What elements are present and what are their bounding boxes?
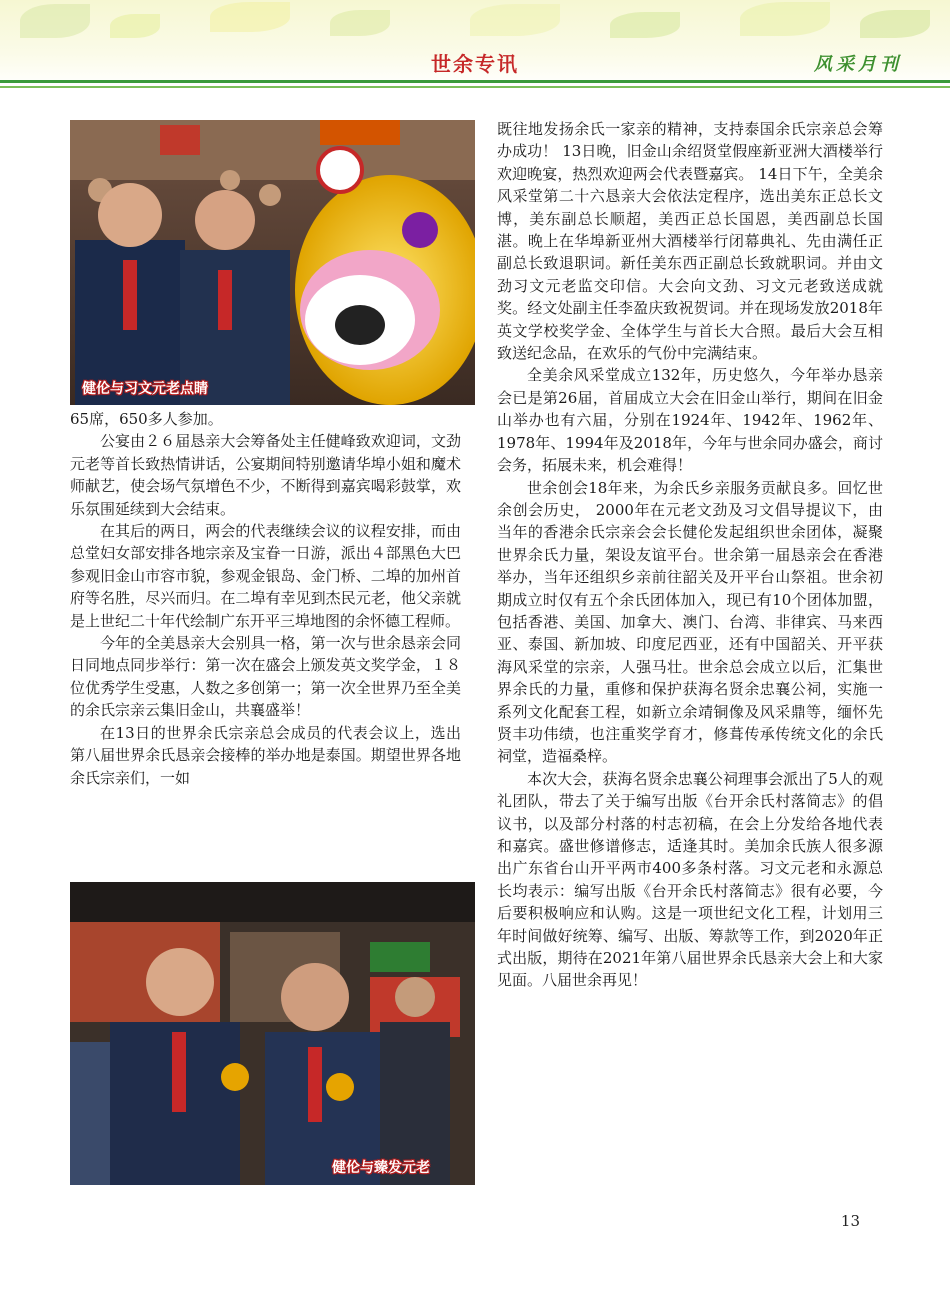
- paragraph: 既往地发扬余氏一家亲的精神，支持泰国余氏宗亲总会筹办成功！ 13日晚，旧金山余绍贤堂假座新亚洲大酒楼举行欢迎晚宴，热烈欢迎两会代表暨嘉宾。 14日下午，全美余风采堂第二十六恳亲大会依法定程序，选出美东正总长文博，美东副总长顺超，美西正总长国恩，美西副总长国湛。晚上在华埠新亚州大酒楼举行闭幕典礼、先由满任正副总长致退职词。新任美东西正副总长致就职词。并由文劲习文元老监交印信。大会向文劲、习文元老致送成就奖。经文处副主任李盈庆致祝贺词。并在现场发放2018年英文学校奖学金、全体学生与首长大合照。最后大会互相致送纪念品，在欢乐的气份中完满结束。: [497, 120, 883, 363]
- paragraph: 本次大会，获海名贤余忠襄公祠理事会派出了5人的观礼团队，带去了关于编写出版《台开余氏村落简志》的倡议书，以及部分村落的村志初稿，在会上分发给各地代表和嘉宾。盛世修谱修志，适逢其时。美加余氏族人很多源出广东省台山开平两市400多条村落。习文元老和永源总长均表示：编写出版《台开余氏村落简志》很有必要，今后要积极响应和认购。这是一项世纪文化工程，计划用三年时间做好统筹、编写、出版、筹款等工作，到2020年正式出版，期待在2021年第八届世界余氏恳亲大会上和大家见面。八届世余再见！: [497, 769, 883, 990]
- paragraph: 在13日的世界余氏宗亲总会成员的代表会议上，选出第八届世界余氏恳亲会接棒的举办地是泰国。期望世界各地余氏宗亲们，一如: [70, 723, 461, 787]
- right-column-text: [497, 118, 883, 992]
- leaf-decoration: [110, 14, 160, 38]
- leaf-decoration: [210, 2, 290, 32]
- paragraph: 在其后的两日，两会的代表继续会议的议程安排，而由总堂妇女部安排各地宗亲及宝眷一日游，派出４部黑色大巴参观旧金山市容市貌，参观金银岛、金门桥、二埠的加州首府等名胜，尽兴而归。在二埠有幸见到杰民元老，他父亲就是上世纪二十年代绘制广东开平三埠地图的余怀德工程师。: [70, 522, 461, 630]
- page-number: 13: [840, 1212, 860, 1230]
- leaf-decoration: [740, 2, 830, 36]
- photo-two-elders: [70, 882, 475, 1185]
- photo-illustration: [70, 120, 475, 405]
- leaf-decoration: [470, 4, 560, 36]
- magazine-title: 风采月刊: [814, 54, 902, 75]
- header-rule-thin: [0, 86, 950, 88]
- section-title: 世余专讯: [431, 52, 519, 76]
- paragraph: 65席，650多人参加。: [70, 410, 223, 428]
- paragraph: 全美余风采堂成立132年，历史悠久，今年举办恳亲会已是第26届，首届成立大会在旧金山举行，期间在旧金山举办也有六届，分别在1924年、1942年、1962年、1978年、1994年及2018年，今年与世余同办盛会，商讨会务，拓展未来，机会难得！: [497, 366, 883, 475]
- paragraph: 公宴由２６届恳亲大会筹备处主任健峰致欢迎词，文劲元老等首长致热情讲话，公宴期间特别邀请华埠小姐和魔术师献艺，使会场气氛增色不少，不断得到嘉宾喝彩鼓掌，欢乐氛围延续到大会结束。: [70, 432, 461, 518]
- header-rule: [0, 80, 950, 83]
- photo-illustration: [70, 882, 475, 1185]
- photo-caption: 健伦与臻发元老: [332, 1160, 430, 1176]
- leaf-decoration: [330, 10, 390, 36]
- paragraph: 今年的全美恳亲大会别具一格，第一次与世余恳亲会同日同地点同步举行：第一次在盛会上颁发英文奖学金，１８位优秀学生受惠，人数之多创第一；第一次全世界乃至全美的余氏宗亲云集旧金山，共襄盛举！: [70, 634, 461, 720]
- leaf-decoration: [20, 4, 90, 38]
- photo-caption: 健伦与习文元老点睛: [82, 381, 208, 397]
- photo-eye-dotting-ceremony: [70, 120, 475, 405]
- page-header: [0, 0, 950, 88]
- leaf-decoration: [860, 10, 930, 38]
- paragraph: 世余创会18年来，为余氏乡亲服务贡献良多。回忆世余创会历史， 2000年在元老文劲及习文倡导提议下，由当年的香港余氏宗亲会会长健伦发起组织世余团体，凝聚世界余氏力量，架设友谊平台。世余第一届恳亲会在香港举办，当年还组织乡亲前往韶关及开平台山祭祖。世余初期成立时仅有五个余氏团体加入，现已有10个团体加盟，包括香港、美国、加拿大、澳门、台湾、非律宾、马来西亚、泰国、新加坡、印度尼西亚，还有中国韶关、开平获海风采堂的宗亲，人强马壮。世余总会成立以后，汇集世界余氏的力量，重修和保护获海名贤余忠襄公祠，实施一系列文化配套工程，如新立余靖铜像及风采鼎等，缅怀先贤丰功伟绩，也注重奖学育才，修葺传承传统文化的余氏祠堂，造福桑梓。: [497, 478, 883, 766]
- leaf-decoration: [610, 12, 680, 38]
- left-column-text: [70, 408, 461, 789]
